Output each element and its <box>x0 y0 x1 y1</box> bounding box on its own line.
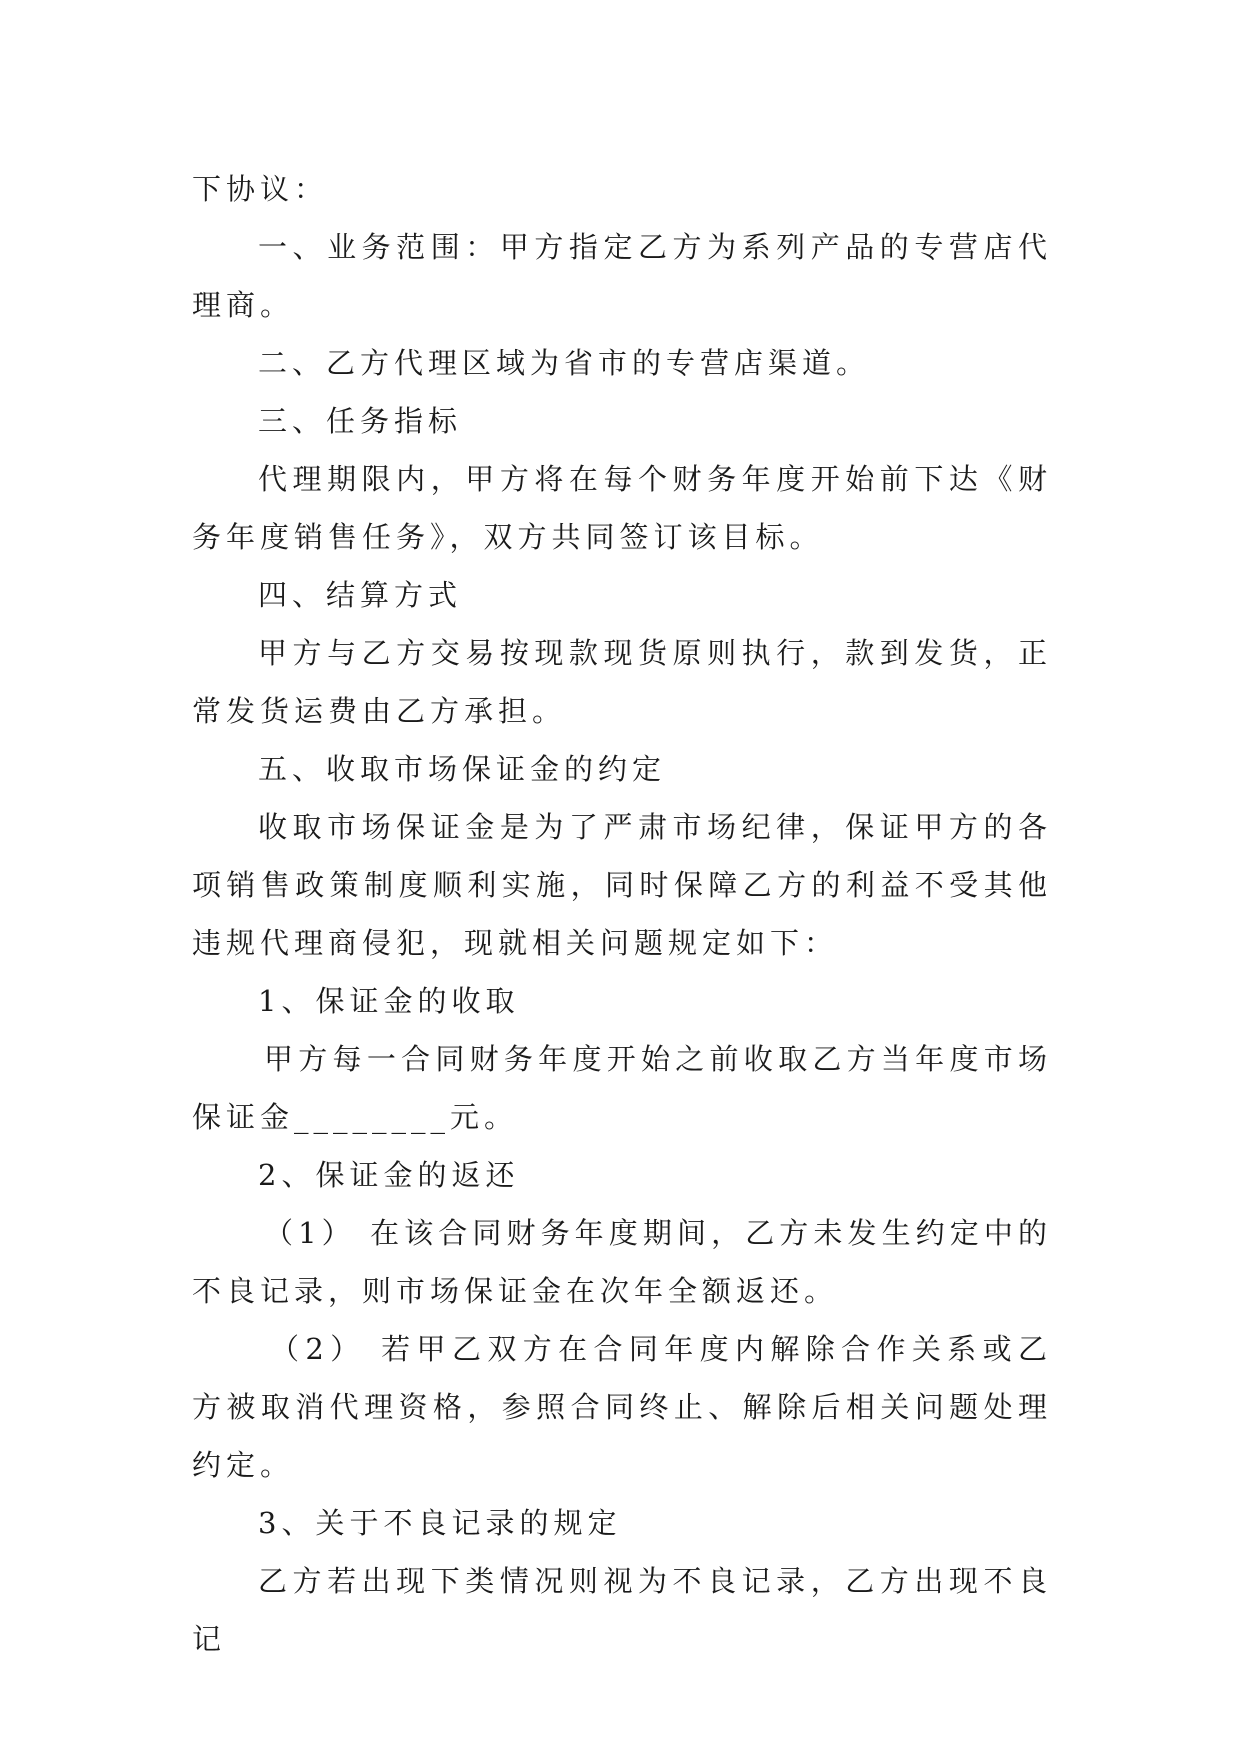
heading-settlement: 四、结算方式 <box>258 578 463 612</box>
paragraph-deposit-return-1: （1） 在该合同财务年度期间，乙方未发生约定中的不良记录，则市场保证金在次年全额返还。 <box>192 1216 1052 1308</box>
heading-market-deposit: 五、收取市场保证金的约定 <box>258 752 667 786</box>
paragraph-bad-record: 乙方若出现下类情况则视为不良记录，乙方出现不良记 <box>192 1564 1052 1656</box>
document-body <box>192 160 1052 1668</box>
paragraph-intro-end: 下协议： <box>192 172 329 206</box>
paragraph-settlement: 甲方与乙方交易按现款现货原则执行，款到发货，正常发货运费由乙方承担。 <box>192 636 1052 728</box>
heading-deposit-return: 2、保证金的返还 <box>258 1158 520 1192</box>
paragraph-agency-region: 二、乙方代理区域为省市的专营店渠道。 <box>258 346 871 380</box>
paragraph-deposit-collection: 甲方每一合同财务年度开始之前收取乙方当年度市场保证金________元。 <box>192 1042 1052 1134</box>
paragraph-business-scope: 一、业务范围：甲方指定乙方为系列产品的专营店代理商。 <box>192 230 1052 322</box>
heading-deposit-collection: 1、保证金的收取 <box>258 984 520 1018</box>
heading-bad-record: 3、关于不良记录的规定 <box>258 1506 622 1540</box>
paragraph-market-deposit: 收取市场保证金是为了严肃市场纪律，保证甲方的各项销售政策制度顺利实施，同时保障乙方的利益不受其他违规代理商侵犯，现就相关问题规定如下： <box>192 810 1052 960</box>
paragraph-task-targets: 代理期限内，甲方将在每个财务年度开始前下达《财务年度销售任务》，双方共同签订该目标。 <box>192 462 1052 554</box>
heading-task-targets: 三、任务指标 <box>258 404 463 438</box>
paragraph-deposit-return-2: （2） 若甲乙双方在合同年度内解除合作关系或乙方被取消代理资格，参照合同终止、解除后相关问题处理约定。 <box>192 1332 1052 1482</box>
